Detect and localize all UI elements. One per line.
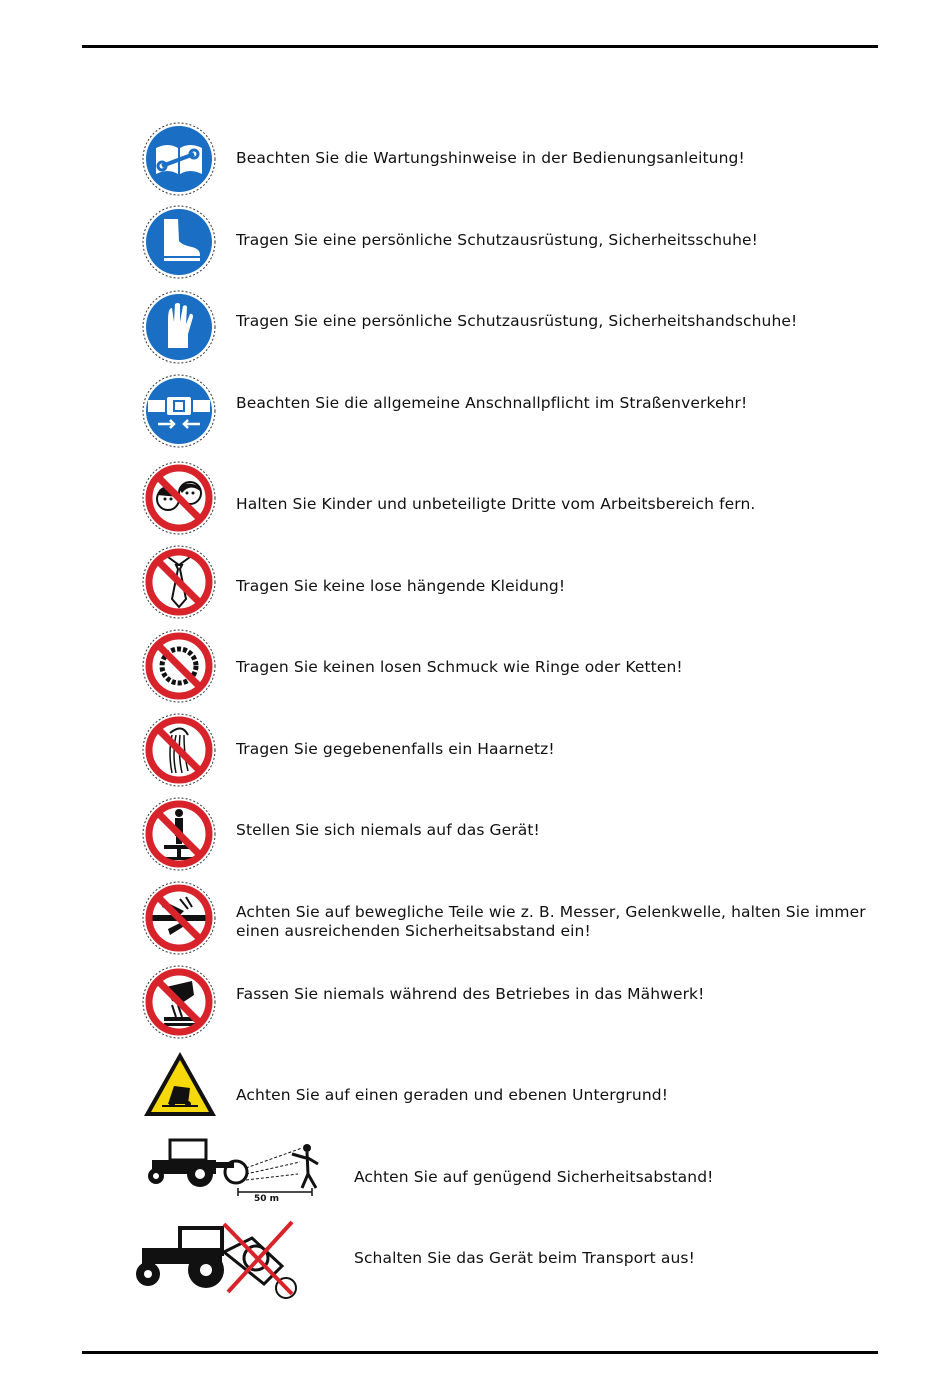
no-jewelry-icon bbox=[142, 629, 216, 703]
footer-rule bbox=[82, 1351, 878, 1354]
safety-distance-icon bbox=[142, 1134, 330, 1208]
instruction-text: Beachten Sie die allgemeine Anschnallpflicht im Straßenverkehr! bbox=[236, 394, 748, 412]
header-rule bbox=[82, 45, 878, 48]
safety-boots-icon bbox=[142, 205, 216, 279]
instruction-text: Achten Sie auf bewegliche Teile wie z. B. Messer, Gelenkwelle, halten Sie immer einen ausreichenden Sicherheitsabstand ein! bbox=[236, 903, 866, 940]
instruction-text: Fassen Sie niemals während des Betriebes in das Mähwerk! bbox=[236, 985, 705, 1003]
no-loose-hair-icon bbox=[142, 713, 216, 787]
distance-label: 50 m bbox=[254, 1194, 280, 1204]
instruction-text: Stellen Sie sich niemals auf das Gerät! bbox=[236, 821, 540, 839]
moving-parts-icon bbox=[142, 881, 216, 955]
instruction-text: Halten Sie Kinder und unbeteiligte Dritte vom Arbeitsbereich fern. bbox=[236, 495, 756, 513]
instruction-text: Tragen Sie eine persönliche Schutzausrüstung, Sicherheitsschuhe! bbox=[236, 231, 758, 249]
no-reaching-into-mower-icon bbox=[142, 965, 216, 1039]
instruction-text: Tragen Sie gegebenenfalls ein Haarnetz! bbox=[236, 740, 555, 758]
maintenance-manual-icon bbox=[142, 122, 216, 196]
instruction-text: Tragen Sie keinen losen Schmuck wie Ringe oder Ketten! bbox=[236, 658, 683, 676]
transport-off-icon bbox=[132, 1218, 304, 1300]
instruction-text: Achten Sie auf genügend Sicherheitsabstand! bbox=[354, 1168, 714, 1186]
instruction-text: Tragen Sie eine persönliche Schutzausrüstung, Sicherheitshandschuhe! bbox=[236, 312, 798, 330]
instruction-text: Tragen Sie keine lose hängende Kleidung! bbox=[236, 577, 566, 595]
no-standing-on-machine-icon bbox=[142, 797, 216, 871]
tipping-warning-icon bbox=[142, 1050, 218, 1118]
safety-gloves-icon bbox=[142, 290, 216, 364]
instruction-text: Schalten Sie das Gerät beim Transport aus! bbox=[354, 1249, 695, 1267]
no-children-icon bbox=[142, 461, 216, 535]
instruction-text: Achten Sie auf einen geraden und ebenen Untergrund! bbox=[236, 1086, 669, 1104]
no-loose-clothing-icon bbox=[142, 545, 216, 619]
seatbelt-icon bbox=[142, 374, 216, 448]
instruction-text: Beachten Sie die Wartungshinweise in der Bedienungsanleitung! bbox=[236, 149, 745, 167]
